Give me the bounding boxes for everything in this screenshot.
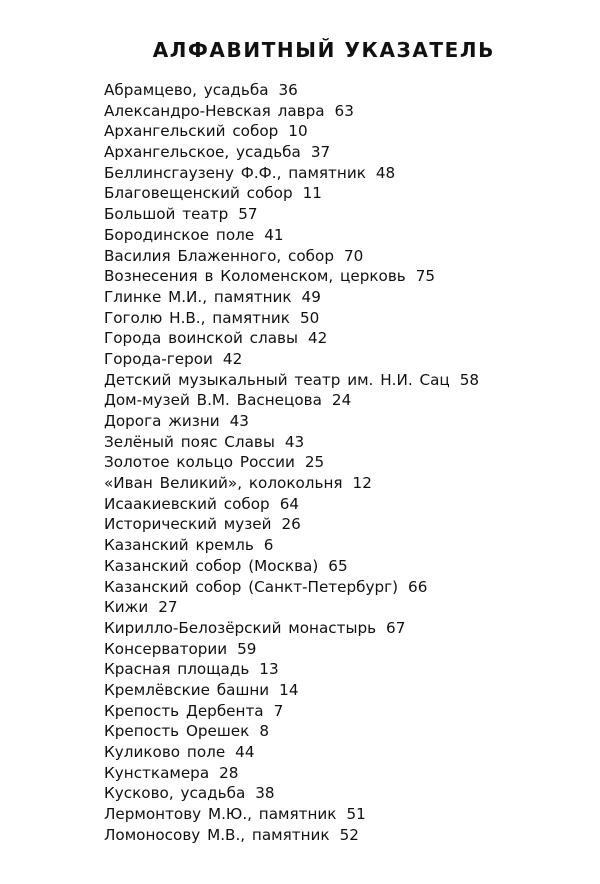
entry-page-number: 67	[386, 618, 406, 637]
entry-name: Города-герои	[104, 349, 213, 368]
entry-name: Казанский собор (Санкт-Петербург)	[104, 577, 399, 596]
entry-page-number: 10	[288, 122, 308, 141]
index-entry	[104, 101, 479, 122]
entry-name: Красная площадь	[104, 660, 250, 679]
entry-name: Казанский собор (Москва)	[104, 556, 319, 575]
entry-name: Кремлёвские башни	[104, 680, 270, 699]
entry-name: Города воинской славы	[104, 329, 298, 348]
entry-page-number: 50	[299, 308, 320, 327]
index-entry	[104, 246, 479, 267]
entry-name: Детский музыкальный театр им. Н.И. Сац	[104, 370, 450, 389]
index-entry	[104, 659, 479, 680]
index-entry	[104, 225, 479, 246]
entry-page-number: 26	[281, 515, 301, 534]
index-entry	[104, 825, 479, 846]
entry-name: Архангельское, усадьба	[104, 143, 301, 162]
index-entry	[104, 308, 479, 329]
index-entry	[104, 577, 479, 598]
entry-page-number: 59	[237, 639, 257, 658]
index-entry	[104, 556, 479, 577]
index-list	[104, 80, 479, 845]
index-entry	[104, 390, 479, 411]
entry-page-number: 58	[459, 370, 480, 389]
index-entry	[104, 266, 479, 287]
entry-page-number: 14	[279, 680, 299, 699]
entry-page-number: 6	[263, 536, 274, 555]
entry-page-number: 57	[238, 205, 258, 224]
entry-page-number: 65	[328, 556, 348, 575]
entry-name: Глинке М.И., памятник	[104, 287, 292, 306]
entry-name: Василия Блаженного, собор	[104, 246, 334, 265]
entry-page-number: 13	[259, 660, 279, 679]
index-entry	[104, 432, 479, 453]
index-entry	[104, 411, 479, 432]
entry-page-number: 51	[346, 805, 366, 824]
entry-name: Казанский кремль	[104, 536, 254, 555]
entry-page-number: 52	[339, 825, 359, 844]
entry-name: Дом-музей В.М. Васнецова	[104, 391, 322, 410]
index-entry	[104, 514, 479, 535]
entry-page-number: 44	[235, 743, 255, 761]
index-entry	[104, 804, 479, 825]
entry-name: Гоголю Н.В., памятник	[104, 308, 290, 327]
entry-name: Исаакиевский собор	[104, 494, 270, 513]
index-entry	[104, 183, 479, 204]
entry-page-number: 27	[158, 598, 178, 617]
entry-name: Зелёный пояс Славы	[104, 432, 275, 451]
entry-name: Александро-Невская лавра	[104, 101, 325, 120]
entry-name: Большой театр	[104, 205, 229, 224]
entry-name: Ломоносову М.В., памятник	[104, 825, 330, 844]
entry-page-number: 49	[301, 287, 321, 306]
entry-page-number: 28	[219, 763, 239, 782]
index-entry	[104, 204, 479, 225]
index-entry	[104, 121, 479, 142]
entry-name: Архангельский собор	[104, 122, 279, 141]
entry-page-number: 11	[302, 184, 322, 203]
entry-name: Консерватории	[104, 639, 228, 658]
entry-name: «Иван Великий», колокольня	[104, 474, 343, 493]
entry-page-number: 42	[308, 329, 328, 348]
entry-name: Абрамцево, усадьба	[104, 81, 269, 99]
entry-page-number: 7	[273, 701, 284, 720]
entry-page-number: 24	[331, 391, 352, 410]
entry-page-number: 37	[310, 143, 331, 162]
entry-name: Беллинсгаузену Ф.Ф., памятник	[104, 163, 366, 182]
index-entry	[104, 783, 479, 804]
index-entry	[104, 721, 479, 742]
entry-name: Кирилло-Белозёрский монастырь	[104, 618, 377, 637]
entry-name: Куликово поле	[104, 743, 226, 761]
entry-page-number: 43	[229, 412, 249, 430]
entry-name: Крепость Орешек	[104, 722, 250, 741]
entry-name: Лермонтову М.Ю., памятник	[104, 805, 337, 824]
index-entry	[104, 473, 479, 494]
entry-page-number: 12	[352, 474, 372, 493]
entry-page-number: 41	[264, 225, 284, 244]
index-entry	[104, 328, 479, 349]
entry-page-number: 48	[375, 163, 396, 182]
entry-page-number: 70	[343, 246, 364, 265]
index-entry	[104, 142, 479, 163]
index-entry	[104, 494, 479, 515]
index-entry	[104, 701, 479, 722]
index-entry	[104, 597, 479, 618]
entry-name: Кижи	[104, 598, 149, 617]
entry-name: Золотое кольцо России	[104, 453, 295, 472]
index-entry	[104, 349, 479, 370]
entry-name: Кунсткамера	[104, 763, 210, 782]
entry-name: Бородинское поле	[104, 225, 255, 244]
entry-name: Благовещенский собор	[104, 184, 293, 203]
entry-page-number: 43	[284, 432, 305, 451]
entry-page-number: 64	[279, 494, 300, 513]
index-entry	[104, 370, 479, 391]
index-entry	[104, 618, 479, 639]
entry-page-number: 63	[334, 101, 354, 120]
entry-name: Вознесения в Коломенском, церковь	[104, 267, 406, 286]
entry-page-number: 75	[415, 267, 436, 286]
entry-name: Дорога жизни	[104, 412, 220, 430]
index-entry	[104, 163, 479, 184]
entry-page-number: 42	[222, 349, 243, 368]
index-entry	[104, 763, 479, 784]
page-title: АЛФАВИТНЫЙ УКАЗАТЕЛЬ	[152, 38, 495, 62]
index-entry	[104, 639, 479, 660]
entry-page-number: 38	[255, 784, 275, 803]
entry-page-number: 66	[408, 577, 428, 596]
entry-name: Крепость Дербента	[104, 701, 264, 720]
index-entry	[104, 287, 479, 308]
index-entry	[104, 80, 479, 101]
entry-page-number: 25	[304, 453, 325, 472]
entry-name: Исторический музей	[104, 515, 272, 534]
index-entry	[104, 535, 479, 556]
entry-page-number: 8	[259, 722, 269, 741]
entry-name: Кусково, усадьба	[104, 784, 246, 803]
entry-page-number: 36	[278, 81, 298, 99]
index-entry	[104, 680, 479, 701]
index-entry	[104, 742, 479, 763]
index-entry	[104, 452, 479, 473]
